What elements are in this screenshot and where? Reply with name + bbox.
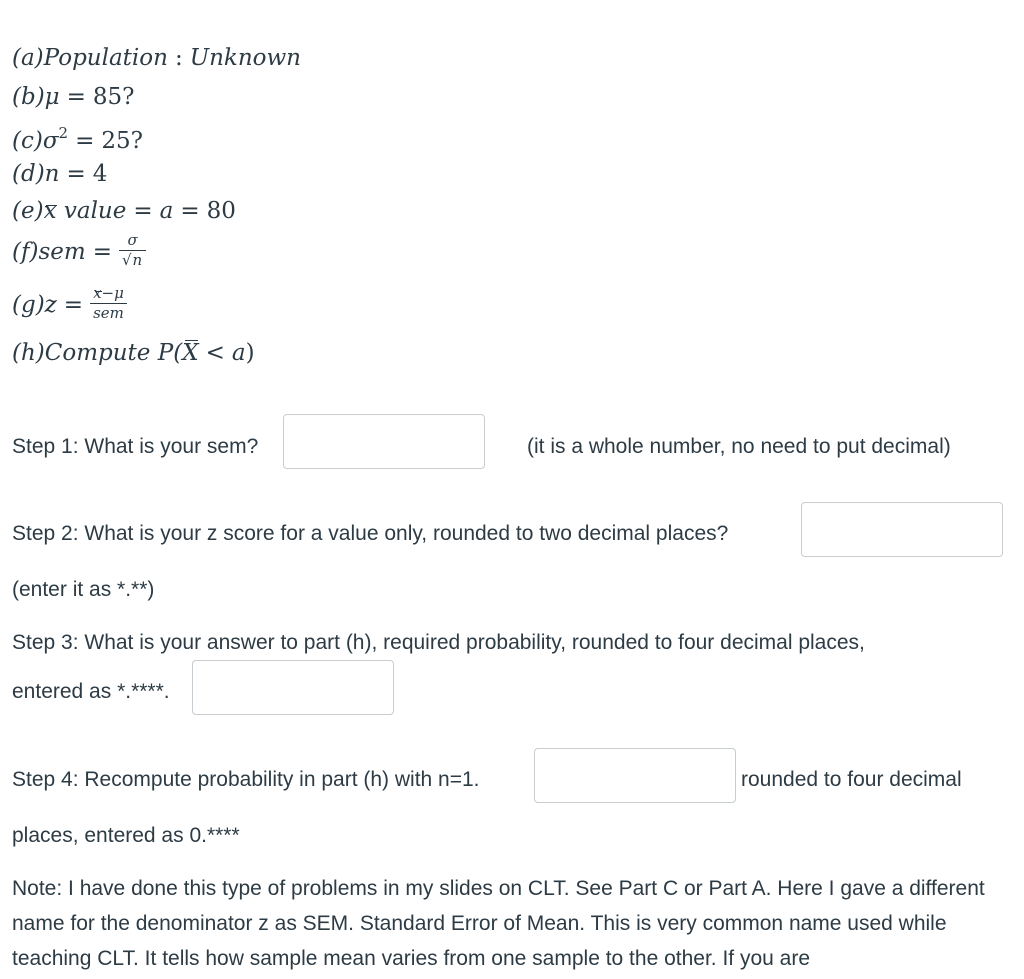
given-c-value: 25? [101,128,143,154]
given-g-name: z [44,291,57,318]
given-a-sep: : [174,45,183,71]
step2-answer-input[interactable] [801,502,1003,557]
step4-prompt: Step 4: Recompute probability in part (h) with n=1. [12,768,480,791]
step3-continuation: entered as *.****. [12,680,170,703]
sem-denominator-var: n [132,250,143,269]
given-b-label: (b) [12,84,45,110]
given-e-line [12,200,236,223]
given-h-xbar: X [182,340,199,366]
given-b-line [12,86,135,109]
given-e-var: a [159,198,174,224]
given-f-eq: = [92,238,112,265]
given-c-symbol: σ [42,128,59,154]
z-numerator-mu: μ [114,284,124,302]
given-d-eq: = [66,161,86,187]
given-a-name: Population [43,45,168,71]
given-b-symbol: μ [44,84,60,110]
given-h-var: a [231,340,246,366]
given-h-p: P( [157,340,183,366]
step3-prompt: Step 3: What is your answer to part (h), required probability, rounded to four decimal places, [12,631,865,654]
given-d-line [12,163,107,186]
given-e-xbar: x [43,198,57,224]
z-numerator-minus: − [101,284,115,302]
sem-formula-fraction [119,233,146,269]
given-f-line [12,231,146,271]
sqrt-icon: √ [121,250,132,269]
given-b-eq: = [66,84,86,110]
given-g-line [12,284,127,324]
z-denominator: sem [93,303,124,322]
given-e-eq: = [133,198,153,224]
step4-answer-input[interactable] [534,748,736,803]
step2-prompt: Step 2: What is your z score for a value only, rounded to two decimal places? [12,522,729,545]
step1-hint: (it is a whole number, no need to put decimal) [527,435,951,458]
given-e-eq2: = [180,198,200,224]
given-d-value: 4 [92,161,108,187]
z-numerator [90,286,127,304]
given-b-value: 85? [92,84,135,110]
given-h-label: (h) [12,340,45,366]
given-h-lt: < [205,340,225,366]
given-e-value: 80 [206,198,236,224]
given-h-line [12,342,255,365]
step1-answer-input[interactable] [283,414,485,469]
z-numerator-xbar: x [93,284,102,302]
given-c-power: 2 [58,124,69,142]
given-f-name: sem [38,238,86,265]
given-c-eq: = [75,128,95,154]
given-e-label: (e) [12,198,44,224]
given-g-label: (g) [12,291,45,318]
given-d-label: (d) [12,161,45,187]
given-c-line [12,126,143,153]
given-e-word: value [63,198,127,224]
step3-answer-input[interactable] [192,660,394,715]
sem-denominator [119,251,146,269]
note-paragraph: Note: I have done this type of problems in my slides on CLT. See Part C or Part A. Here I gave a different name for the denominator z as SEM. Standard Error of Mean. This is very common name used while teaching CLT. It tells how sample mean varies from one sample to the other. If you are [12,877,985,970]
given-c-label: (c) [12,128,43,154]
z-formula-fraction [90,286,127,322]
given-g-eq: = [63,291,84,318]
given-a-line [12,47,301,70]
given-f-label: (f) [12,238,39,265]
step1-prompt: Step 1: What is your sem? [12,435,259,458]
step2-continuation: (enter it as *.**) [12,578,155,601]
step4-continuation: places, entered as 0.**** [12,824,240,847]
given-h-close: ) [245,340,255,366]
given-a-value: Unknown [189,45,301,71]
given-a-label: (a) [12,45,44,71]
given-d-symbol: n [44,161,60,187]
given-h-name: Compute [44,340,151,366]
sem-numerator: σ [119,233,146,251]
step4-hint: rounded to four decimal [741,768,962,791]
